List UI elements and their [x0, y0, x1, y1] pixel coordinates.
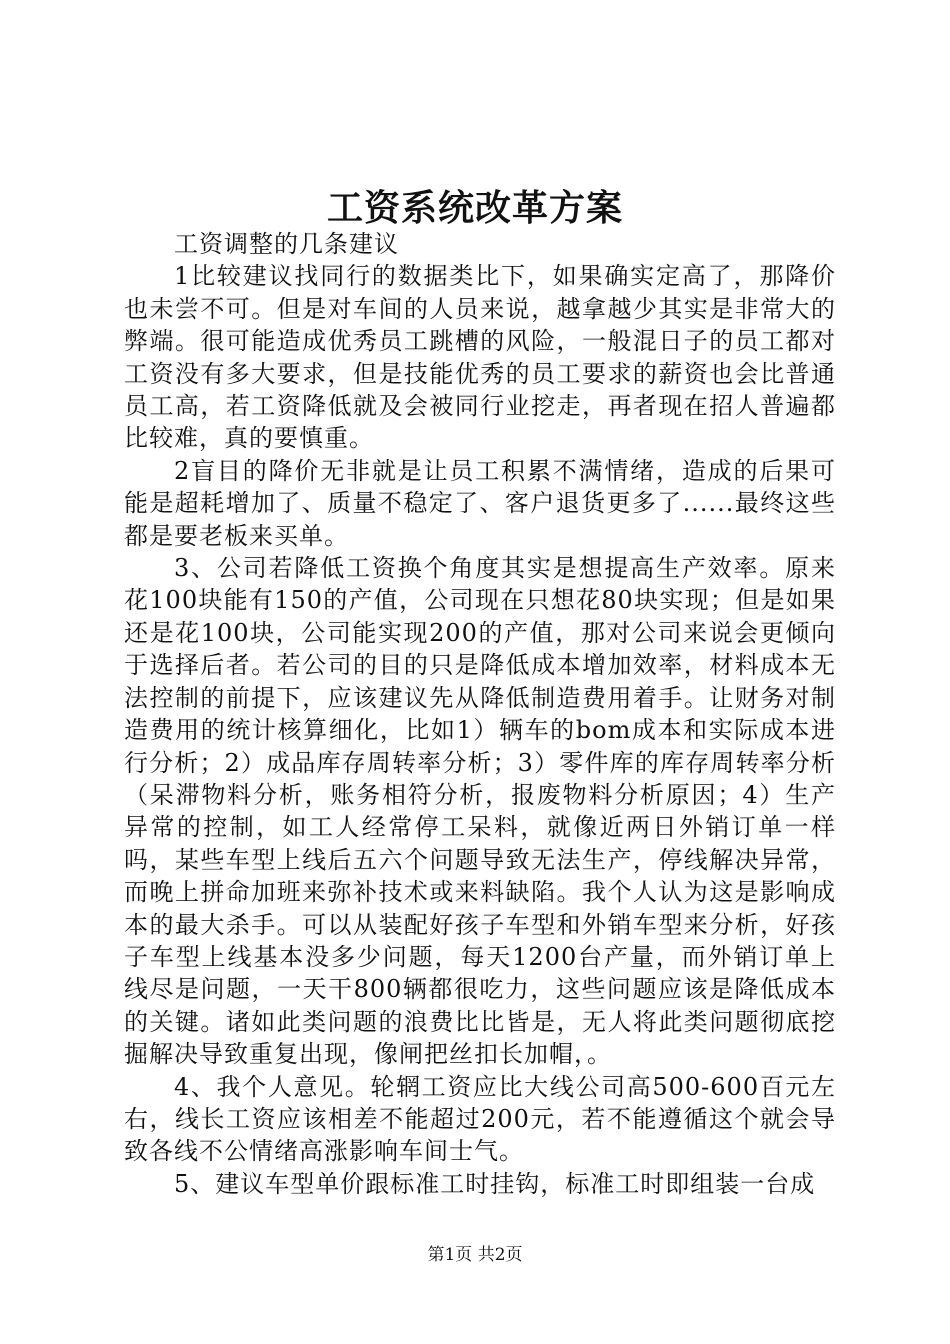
- paragraph-5: 5、建议车型单价跟标准工时挂钩，标准工时即组装一台成: [174, 1169, 816, 1198]
- paragraph-3: 3、公司若降低工资换个角度其实是想提高生产效率。原来花100块能有150的产值，公司现在只想花80块实现；但是如果还是花100块，公司能实现200的产值，那对公司来说会更倾向于选择后者。若公司的目的只是降低成本增加效率，材料成本无法控制的前提下，应该建议先从降低制造费用着手。让财务对制造费用的统计核算细化，比如1）辆车的bom成本和实际成本进行分析；2）成品库存周转率分析；3）零件库的库存周转率分析（呆滞物料分析，账务相符分析，报废物料分析原因；4）生产异常的控制，如工人经常停工呆料，就像近两日外销订单一样吗，某些车型上线后五六个问题导致无法生产，停线解决异常，而晚上拼命加班来弥补技术或来料缺陷。我个人认为这是影响成本的最大杀手。可以从装配好孩子车型和外销车型来分析，好孩子车型上线基本没多少问题，每天1200台产量，而外销订单上线尽是问题，一天干800辆都很吃力，这些问题应该是降低成本的关键。诸如此类问题的浪费比比皆是，无人将此类问题彻底挖掘解决导致重复出现，像闸把丝扣长加帽，。: [124, 554, 836, 1069]
- paragraph-1: 1比较建议找同行的数据类比下，如果确实定高了，那降价也未尝不可。但是对车间的人员来说，越拿越少其实是非常大的弊端。很可能造成优秀员工跳槽的风险，一般混日子的员工都对工资没有多大要求，但是技能优秀的员工要求的薪资也会比普通员工高，若工资降低就及会被同行业挖走，再者现在招人普遍都比较难，真的要慎重。: [124, 262, 836, 453]
- subtitle-paragraph: 工资调整的几条建议: [174, 230, 399, 258]
- paragraph-4: 4、我个人意见。轮辋工资应比大线公司高500-600百元左右，线长工资应该相差不能超过200元，若不能遵循这个就会导致各线不公情绪高涨影响车间士气。: [124, 1072, 836, 1166]
- page-footer: 第1页 共2页: [427, 1245, 523, 1265]
- paragraph-2: 2盲目的降价无非就是让员工积累不满情绪，造成的后果可能是超耗增加了、质量不稳定了、客户退货更多了......最终这些都是要老板来买单。: [124, 456, 836, 550]
- document-title: 工资系统改革方案: [326, 187, 623, 229]
- document-body: [124, 228, 836, 1200]
